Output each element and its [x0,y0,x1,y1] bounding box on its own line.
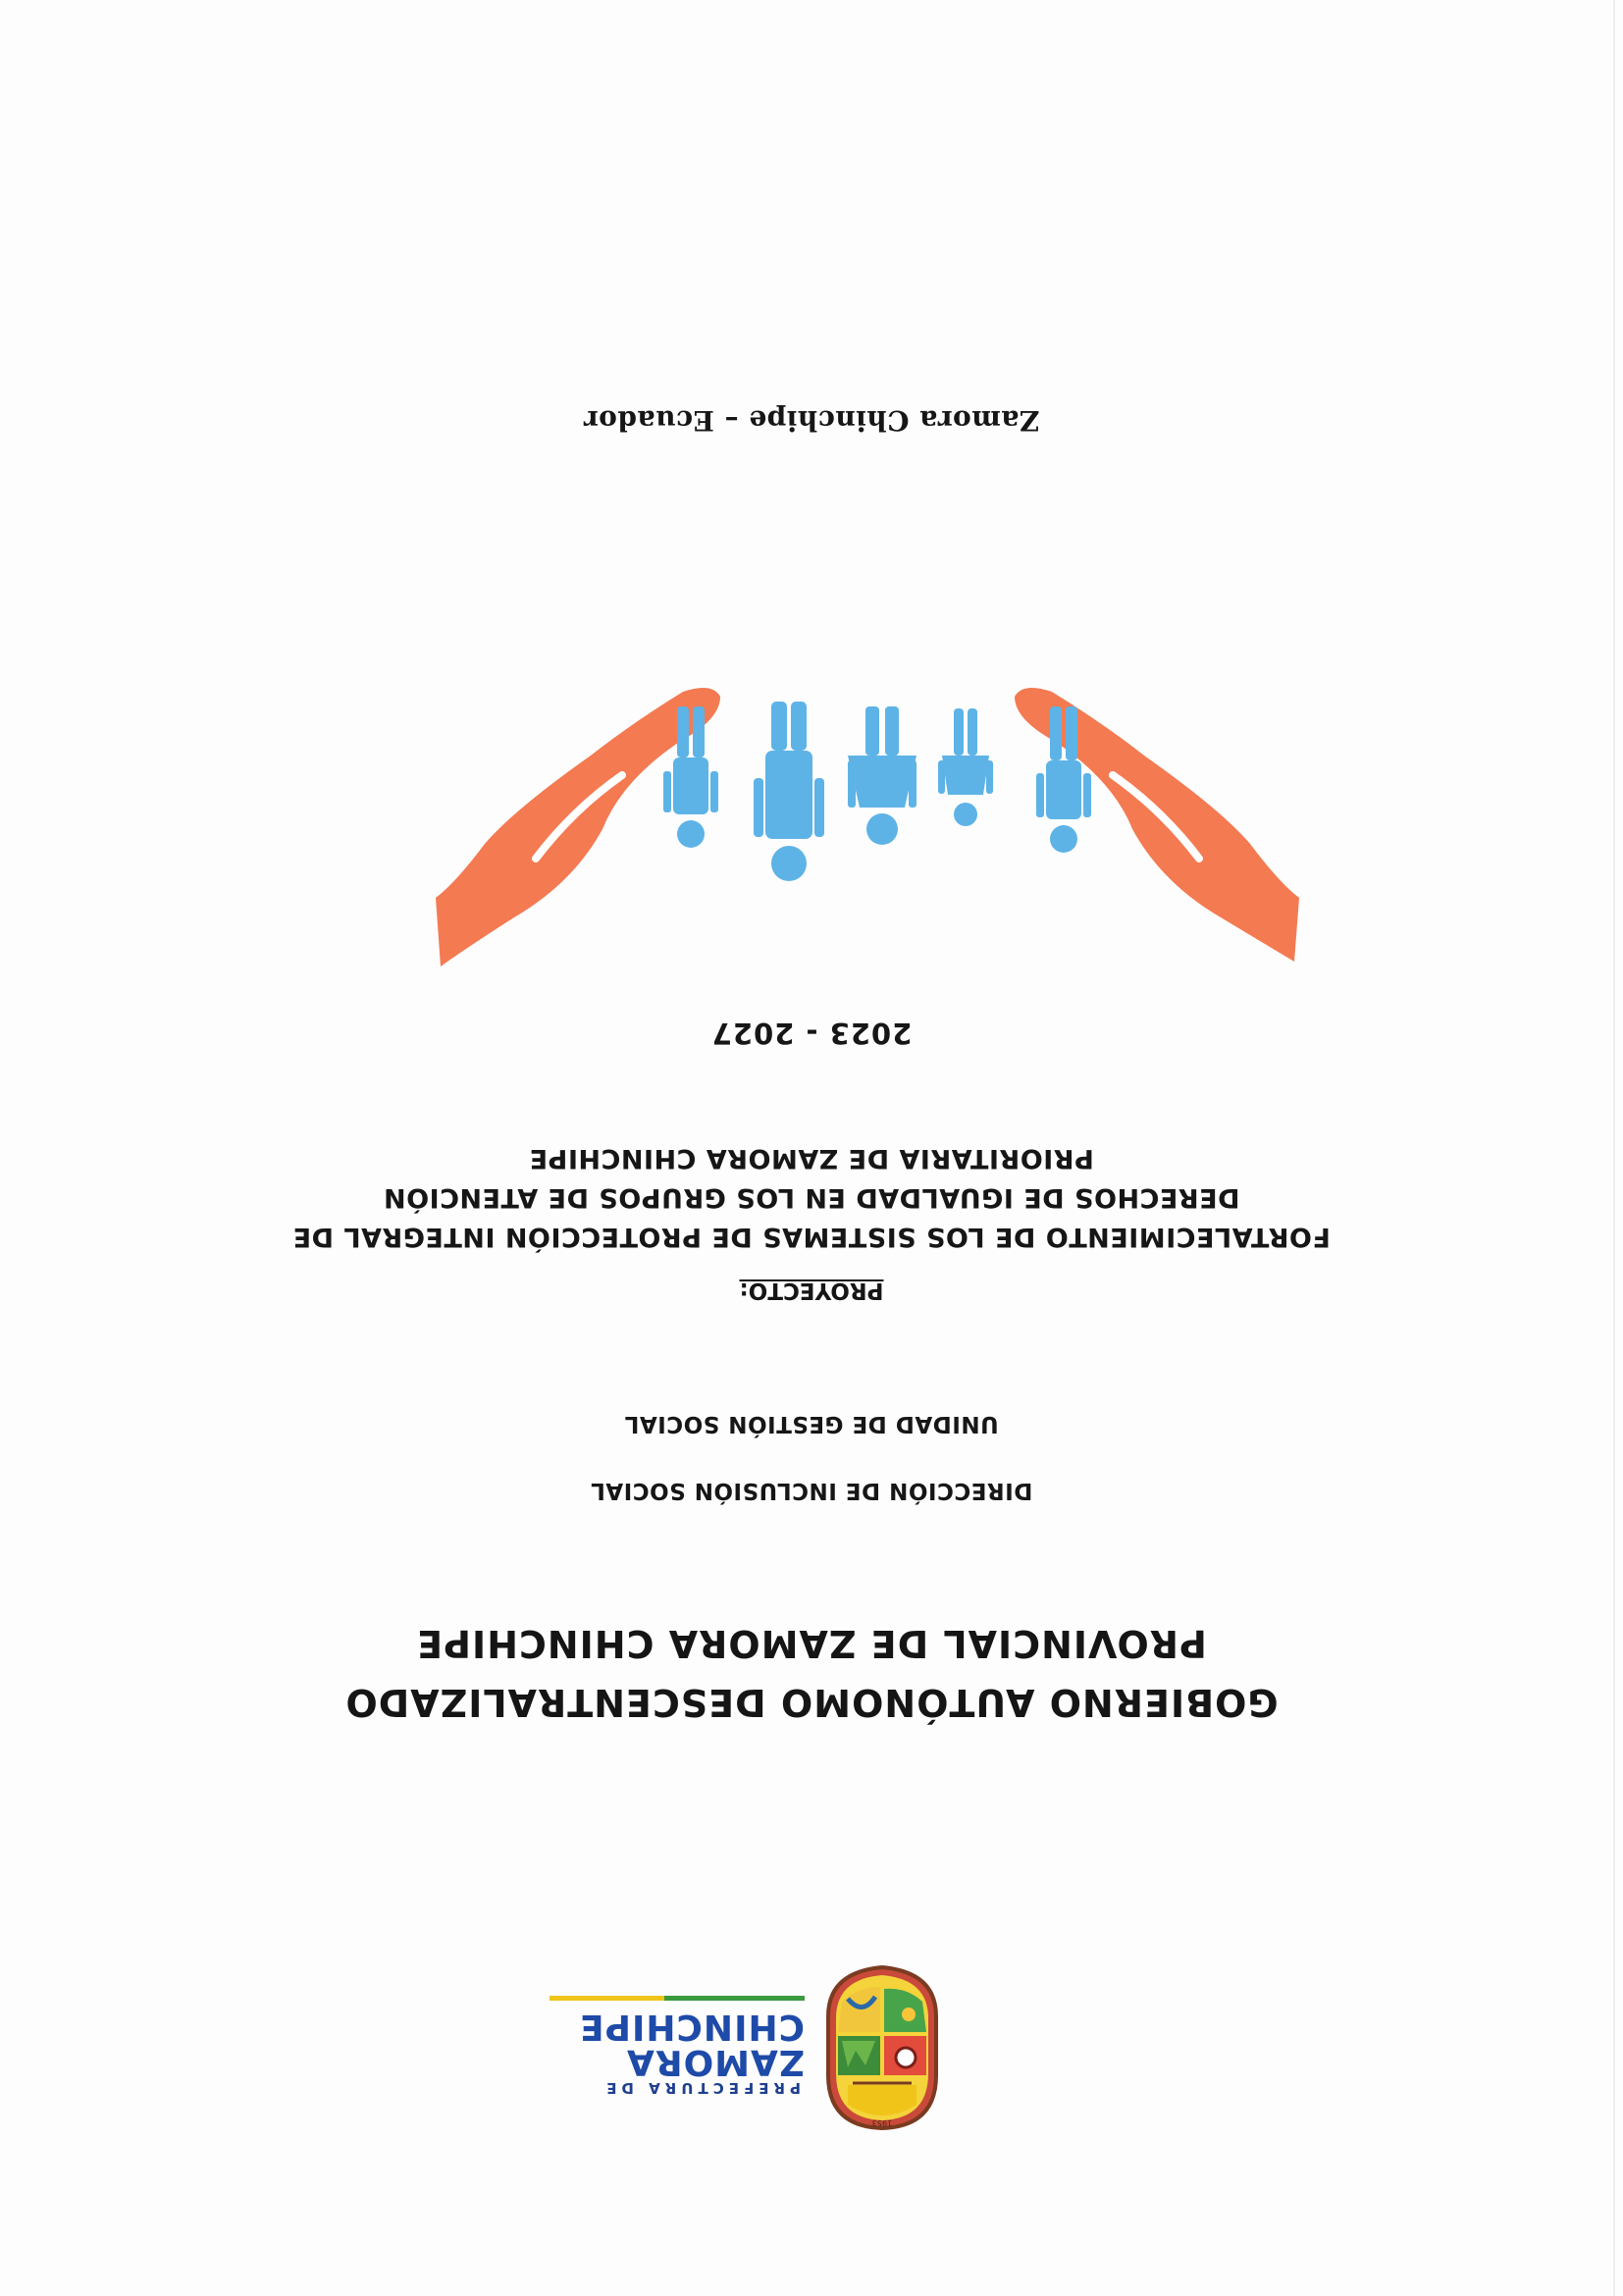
department-name: DIRECCIÓN DE INCLUSIÓN SOCIAL [590,1478,1033,1503]
prefectura-wordmark [530,1996,805,2097]
project-years: 2023 - 2027 [710,1017,913,1050]
header-logo [0,1938,1623,2134]
svg-text:1953: 1953 [871,2118,893,2127]
institution-line-1: GOBIERNO AUTÓNOMO DESCENTRALIZADO [344,1681,1279,1724]
project-label-text: PROYECTO: [739,1278,884,1303]
project-title [0,1138,1623,1256]
project-title-line-2: DERECHOS DE IGUALDAD EN LOS GRUPOS DE ATENCIÓN [383,1182,1240,1213]
project-title-line-1: FORTALECIMIENTO DE LOS SISTEMAS DE PROTECCIÓN INTEGRAL DE [292,1222,1331,1252]
institution-line-2: PROVINCIAL DE ZAMORA CHINCHIPE [416,1622,1207,1665]
hands-protecting-people-icon [426,525,1309,976]
unit-name: UNIDAD DE GESTIÓN SOCIAL [624,1411,999,1436]
place-line: Zamora Chinchipe – Ecuador [583,404,1040,437]
logo-small-text: PREFECTURA DE [602,2079,801,2097]
project-title-line-3: PRIORITARIA DE ZAMORA CHINCHIPE [529,1143,1094,1174]
crest-logo [818,1962,946,2134]
people-group [663,702,1091,881]
project-label [0,1278,1623,1303]
institution-title [0,1614,1623,1732]
logo-color-bar [550,1996,805,2001]
logo-line-1: ZAMORA [626,2042,805,2082]
logo-line-2: CHINCHIPE [579,2007,805,2047]
